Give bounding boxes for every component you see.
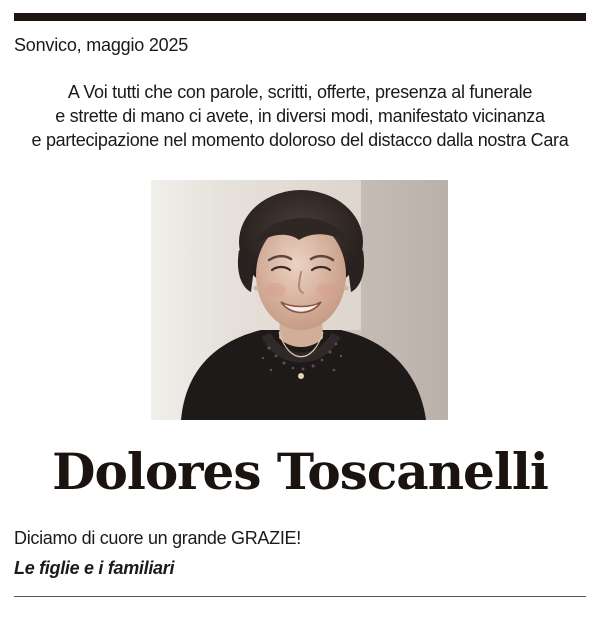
- dateline: Sonvico, maggio 2025: [14, 35, 189, 55]
- message-line: e partecipazione nel momento doloroso del distacco dalla nostra Cara: [31, 130, 569, 150]
- portrait-photo: [151, 180, 448, 420]
- thank-you-message: [0, 80, 600, 152]
- thanks-line: Diciamo di cuore un grande GRAZIE!: [14, 528, 301, 548]
- deceased-name: Dolores Toscanelli: [52, 442, 548, 501]
- bottom-rule: [14, 596, 586, 597]
- family-signature: Le figlie e i familiari: [14, 558, 175, 578]
- message-line: A Voi tutti che con parole, scritti, offerte, presenza al funerale: [67, 82, 533, 102]
- top-rule: [14, 13, 586, 21]
- message-line: e strette di mano ci avete, in diversi modi, manifestato vicinanza: [55, 106, 545, 126]
- portrait-illustration: [151, 180, 448, 420]
